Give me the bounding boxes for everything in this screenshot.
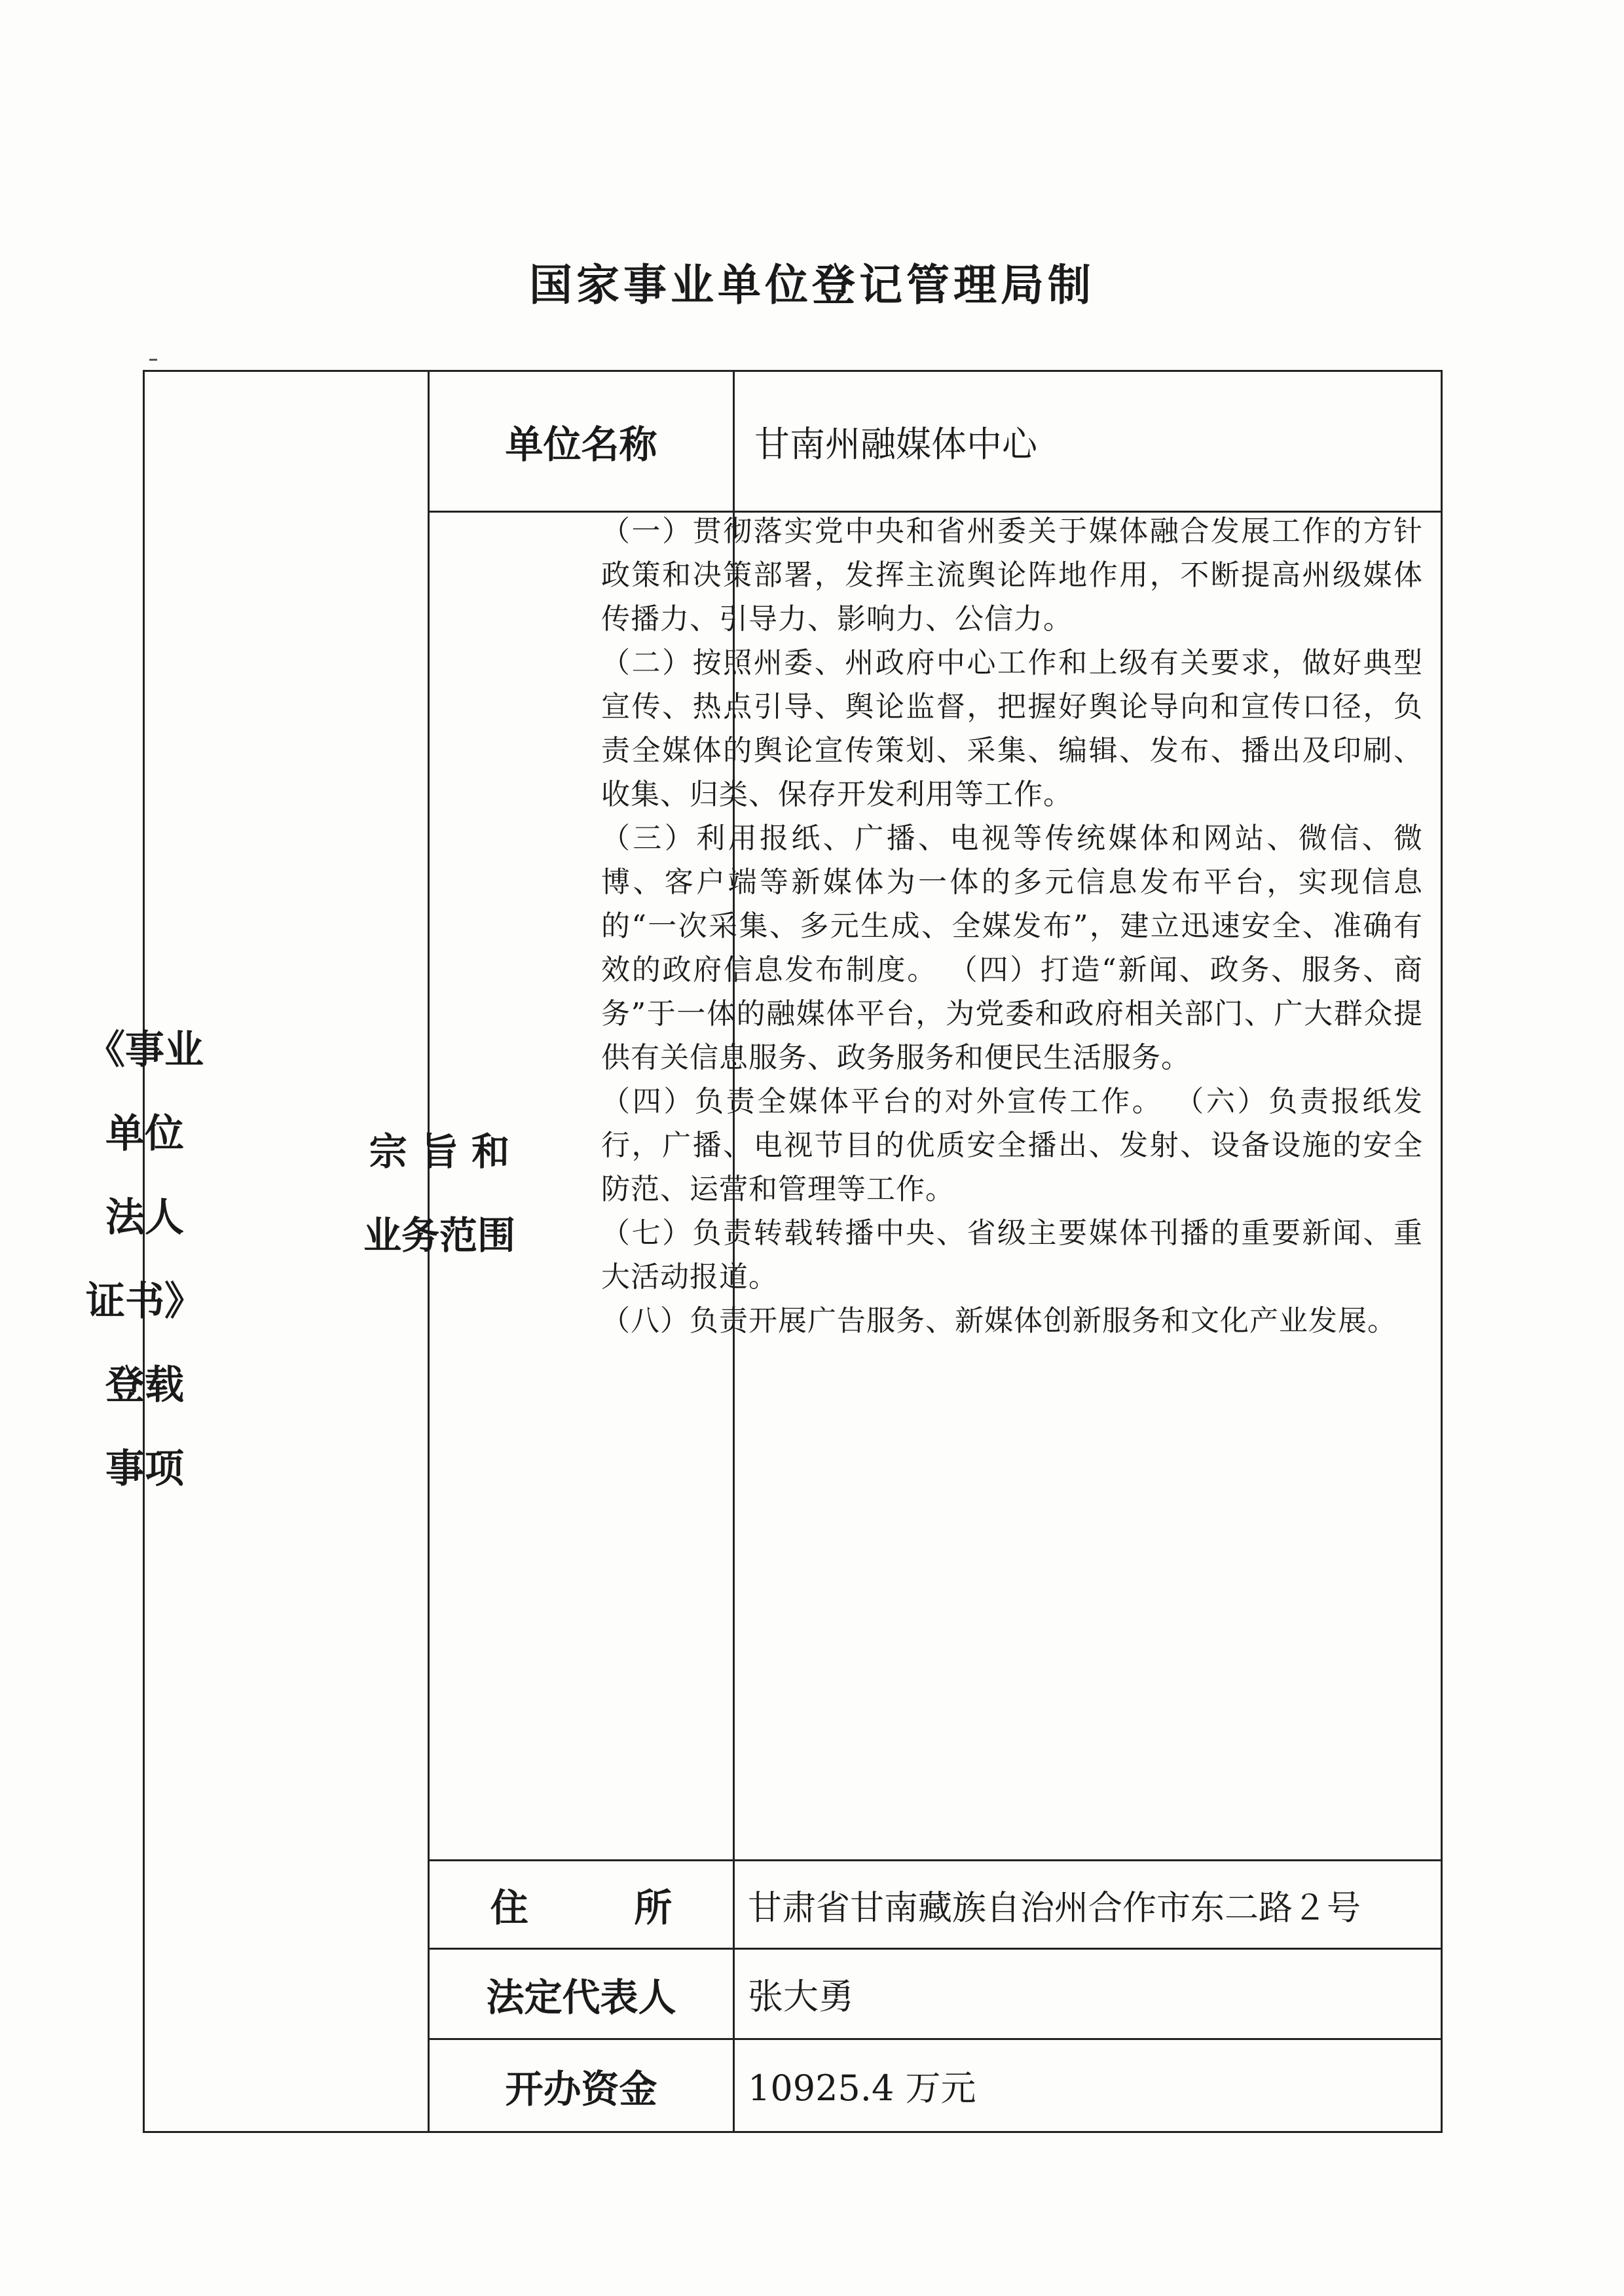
unit-name-label: 单位名称 bbox=[505, 422, 657, 467]
purpose-label-line: 宗 旨 和 bbox=[369, 1129, 510, 1174]
certificate-items-title bbox=[3, 1008, 286, 1511]
scope-paragraph: （七）负责转载转播中央、省级主要媒体刊播的重要新闻、重大活动报道。 bbox=[601, 1216, 1423, 1294]
funds-value: 10925.4 万元 bbox=[748, 2068, 976, 2109]
scope-paragraph: （四）负责全媒体平台的对外宣传工作。 （六）负责报纸发行，广播、电视节目的优质安全播出、发射、设备设施的安全防范、运营和管理等工作。 bbox=[601, 1085, 1423, 1206]
representative-value: 张大勇 bbox=[748, 1976, 854, 2017]
address-value: 甘肃省甘南藏族自治州合作市东二路２号 bbox=[748, 1888, 1361, 1928]
funds-label: 开办资金 bbox=[505, 2066, 657, 2111]
address-label: 住 所 bbox=[490, 1886, 673, 1930]
side-title-line: 事项 bbox=[105, 1446, 184, 1492]
side-title-line: 单位 bbox=[105, 1111, 184, 1157]
unit-name-value: 甘南州融媒体中心 bbox=[754, 423, 1037, 465]
purpose-label-line: 业务范围 bbox=[363, 1213, 515, 1258]
purpose-scope-label bbox=[286, 1110, 593, 1277]
scope-paragraph: （一）贯彻落实党中央和省州委关于媒体融合发展工作的方针政策和决策部署，发挥主流舆论阵地作用，不断提高州级媒体传播力、引导力、影响力、公信力。 bbox=[601, 515, 1423, 636]
document-title: 国家事业单位登记管理局制 bbox=[529, 259, 1095, 310]
scope-paragraph: （二）按照州委、州政府中心工作和上级有关要求，做好典型宣传、热点引导、舆论监督，把握好舆论导向和宣传口径，负责全媒体的舆论宣传策划、采集、编辑、发布、播出及印刷、收集、归类、保存开发利用等工作。 bbox=[601, 646, 1423, 811]
scope-paragraph: （三）利用报纸、广播、电视等传统媒体和网站、微信、微博、客户端等新媒体为一体的多元信息发布平台，实现信息的“一次采集、多元生成、全媒发布”，建立迅速安全、准确有效的政府信息发布制度。 （四）打造“新闻、政务、服务、商务”于一体的融媒体平台，为党委和政府相关部门、广大群众提供有关信息服务、政务服务和便民生活服务。 bbox=[601, 822, 1423, 1074]
side-title-line: 登载 bbox=[105, 1362, 184, 1408]
scope-paragraph: （八）负责开展广告服务、新媒体创新服务和文化产业发展。 bbox=[601, 1304, 1397, 1338]
scan-mark bbox=[149, 359, 157, 361]
side-title-line: 法人 bbox=[105, 1195, 184, 1241]
side-title-line: 证书》 bbox=[86, 1279, 204, 1324]
representative-label: 法定代表人 bbox=[486, 1975, 676, 2020]
side-title-line: 《事业 bbox=[86, 1027, 204, 1073]
purpose-scope-text bbox=[601, 509, 1423, 1343]
